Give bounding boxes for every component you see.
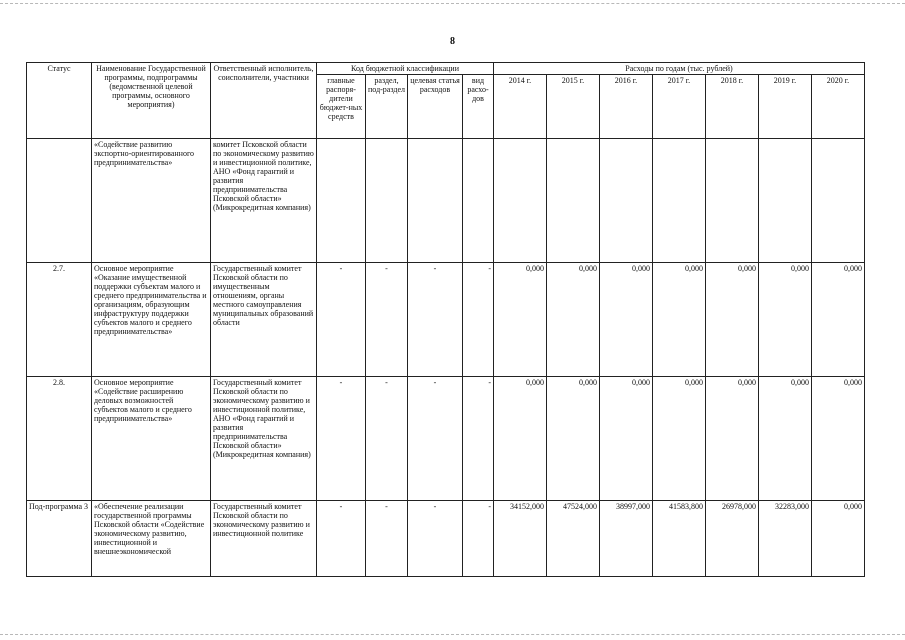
row-value: 0,000 [547,377,600,501]
header-bcc-section: раздел, под-раздел [366,75,408,139]
header-bcc-group: Код бюджетной классификации [317,63,494,75]
table-row [27,263,865,377]
table-row [27,377,865,501]
row-code: - [366,377,408,501]
row-status [27,139,92,263]
header-year: 2016 г. [600,75,653,139]
header-year: 2018 г. [706,75,759,139]
header-year: 2019 г. [759,75,812,139]
row-code: - [408,263,463,377]
row-code [317,139,366,263]
header-year: 2014 г. [494,75,547,139]
row-value: 38997,000 [600,501,653,577]
row-status: 2.8. [27,377,92,501]
header-bcc-type: вид расхо-дов [463,75,494,139]
budget-table [26,62,865,577]
header-bcc-target: целевая статья расходов [408,75,463,139]
row-status: Под-программа 3 [27,501,92,577]
row-value: 0,000 [494,263,547,377]
row-code [463,139,494,263]
row-status: 2.7. [27,263,92,377]
row-value: 41583,800 [653,501,706,577]
header-year: 2015 г. [547,75,600,139]
header-status: Статус [27,63,92,139]
row-code: - [463,263,494,377]
row-value: 0,000 [600,263,653,377]
row-name: «Обеспечение реализации государственной программы Псковской области «Содействие экономическому развитию, инвестиционной и внешнеэкономической [92,501,211,577]
table-row [27,501,865,577]
row-code: - [317,377,366,501]
row-value: 0,000 [812,263,865,377]
row-code: - [408,501,463,577]
row-value: 0,000 [706,377,759,501]
row-executor: Государственный комитет Псковской области по экономическому развитию и инвестиционной политике, АНО «Фонд гарантий и развития предпринимательства Псковской области» (Микрокредитная компания) [211,377,317,501]
header-expenses-group: Расходы по годам (тыс. рублей) [494,63,865,75]
header-year: 2020 г. [812,75,865,139]
row-value: 0,000 [759,377,812,501]
row-value: 0,000 [759,263,812,377]
row-value [653,139,706,263]
row-value: 0,000 [653,377,706,501]
page-number: 8 [450,36,455,47]
row-code: - [317,263,366,377]
row-value: 26978,000 [706,501,759,577]
row-executor: Государственный комитет Псковской области по экономическому развитию и инвестиционной политике [211,501,317,577]
row-value [706,139,759,263]
row-value: 0,000 [706,263,759,377]
header-year: 2017 г. [653,75,706,139]
row-value [547,139,600,263]
row-value: 0,000 [494,377,547,501]
row-code: - [463,501,494,577]
row-value: 0,000 [653,263,706,377]
table-row [27,139,865,263]
row-code: - [463,377,494,501]
row-code: - [366,263,408,377]
row-value: 0,000 [812,501,865,577]
row-value: 0,000 [812,377,865,501]
row-value: 34152,000 [494,501,547,577]
row-value [494,139,547,263]
row-code [408,139,463,263]
row-executor: комитет Псковской области по экономическому развитию и инвестиционной политике, АНО «Фонд гарантий и развития предпринимательства Псковской области» (Микрокредитная компания) [211,139,317,263]
header-executor: Ответственный исполнитель, соисполнители, участники [211,63,317,139]
row-value [759,139,812,263]
row-value: 32283,000 [759,501,812,577]
row-executor: Государственный комитет Псковской области по имущественным отношениям, органы местного самоуправления муниципальных образований области [211,263,317,377]
row-code: - [408,377,463,501]
row-name: «Содействие развитию экспортно-ориентированного предпринимательства» [92,139,211,263]
row-code: - [317,501,366,577]
row-value: 47524,000 [547,501,600,577]
row-name: Основное мероприятие «Оказание имущественной поддержки субъектам малого и среднего предпринимательства и организациям, образующим инфраструктуру поддержки субъектов малого и среднего предпринимательства» [92,263,211,377]
row-value: 0,000 [600,377,653,501]
row-code [366,139,408,263]
header-name: Наименование Государственной программы, подпрограммы (ведомственной целевой программы, основного мероприятия) [92,63,211,139]
row-value [600,139,653,263]
header-bcc-main: главные распоря-дители бюджет-ных средств [317,75,366,139]
row-name: Основное мероприятие «Содействие расширению деловых возможностей субъектов малого и среднего предпринимательства» [92,377,211,501]
row-code: - [366,501,408,577]
row-value: 0,000 [547,263,600,377]
row-value [812,139,865,263]
